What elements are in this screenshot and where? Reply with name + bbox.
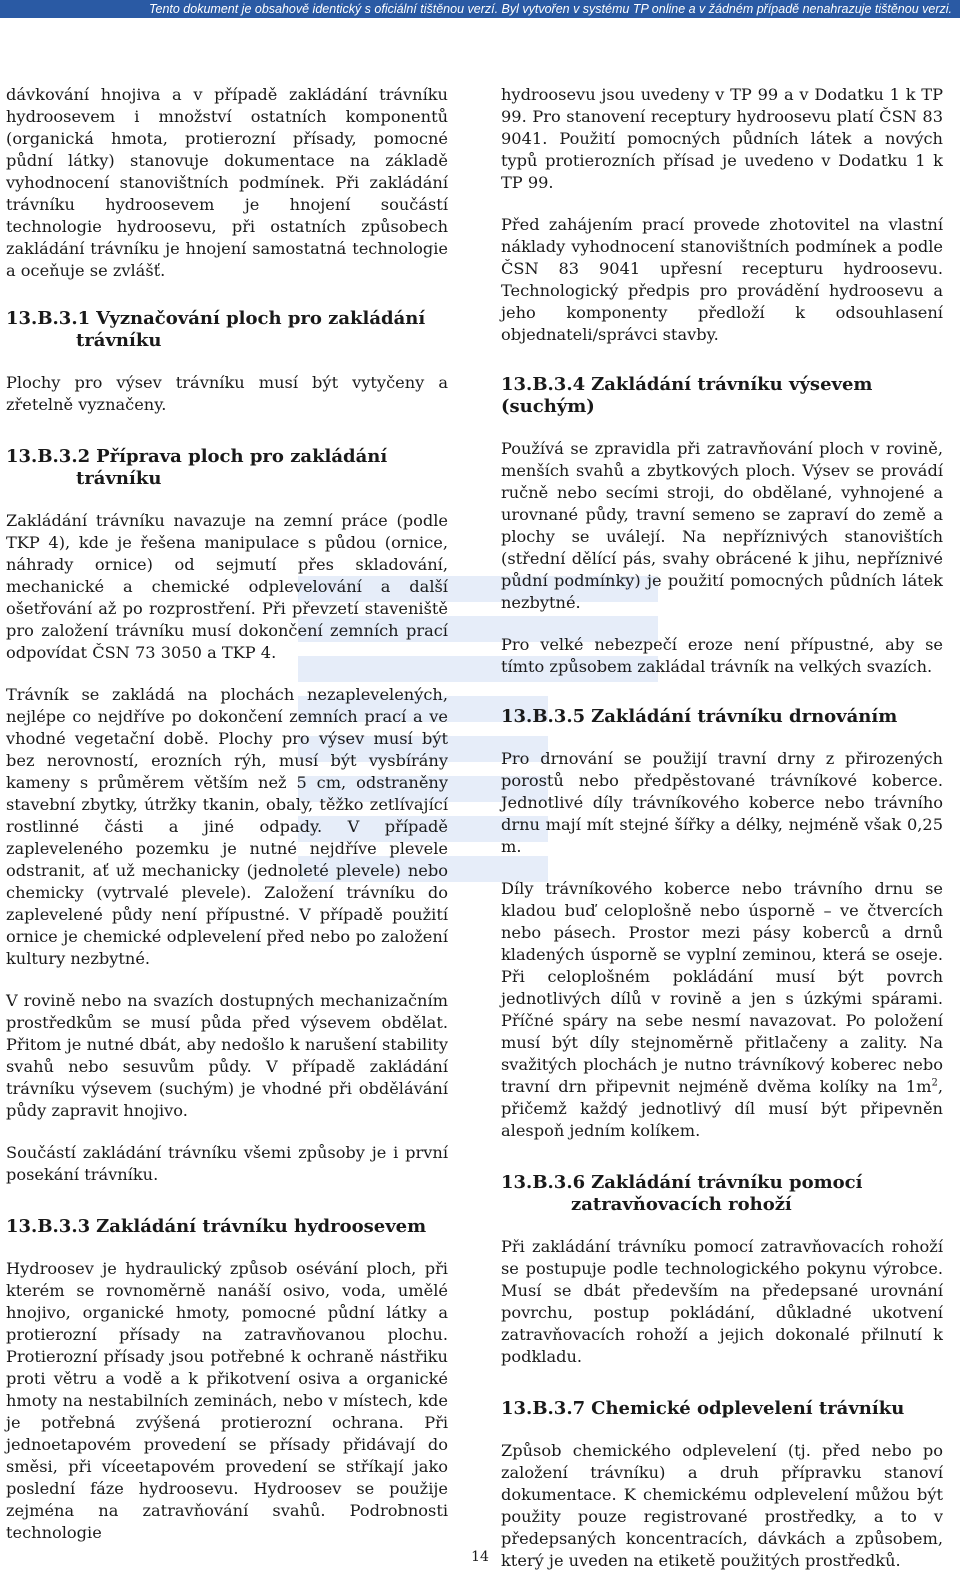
section-title: Zakládání trávníku hydroosevem (96, 1216, 427, 1237)
document-disclaimer-banner: Tento dokument je obsahově identický s oficiální tištěnou verzí. Byl vytvořen v systému TP online a v žádném případě nenahrazuje tištěnou verzi. (0, 0, 960, 18)
section-heading-13-b-3-6 (501, 1172, 943, 1216)
section-number: 13.B.3.3 (6, 1216, 91, 1237)
section-title: Vyznačování ploch pro zakládání (96, 308, 426, 329)
paragraph: hydroosevu jsou uvedeny v TP 99 a v Dodatku 1 k TP 99. Pro stanovení receptury hydroosevu platí ČSN 83 9041. Použití pomocných půdních látek a nových typů protierozních přísad je uvedeno v Dodatku 1 k TP 99. (501, 85, 943, 192)
paragraph: Způsob chemického odplevelení (tj. před nebo po založení trávníku) a druh přípravku stanoví dokumentace. K chemickému odplevelení můžou být použity pouze registrované prostředky, a to v předepsaných koncentracích, dávkách a způsobem, který je uveden na etiketě použitých prostředků. (501, 1441, 943, 1570)
section-title: Zakládání trávníku výsevem (suchým) (501, 374, 873, 417)
section-heading-13-b-3-7 (501, 1398, 943, 1420)
paragraph: Zakládání trávníku navazuje na zemní práce (podle TKP 4), kde je řešena manipulace s půdou (ornice, náhrady ornice) od sejmutí přes skladování, mechanické a chemické odplevelování a další ošetřování až po rozprostření. Při převzetí staveniště pro založení trávníku musí dokončení zemních prací odpovídat ČSN 73 3050 a TKP 4. (6, 511, 448, 662)
section-heading-13-b-3-2 (6, 446, 448, 490)
paragraph-text: Díly trávníkového koberce nebo trávního drnu se kladou buď celoplošně nebo úsporně – ve čtvercích nebo pásech. Prostor mezi pásy koberců a drnů kladených úsporně se vyplní zeminou, která se oseje. Při celoplošném pokládání musí být povrch jednotlivých dílů v rovině a jen s úzkými spárami. Příčné spáry na sebe nesmí navazovat. Po položení musí být díly stejnoměrně přitlačeny a zality. Na svažitých plochách je nutno trávníkový koberec nebo travní drn připevnit nejméně dvěma kolíky na 1m (501, 879, 943, 1096)
section-heading-13-b-3-5 (501, 706, 943, 728)
section-title-cont: trávníku (76, 468, 162, 489)
section-number: 13.B.3.2 (6, 446, 91, 467)
section-number: 13.B.3.7 (501, 1398, 586, 1419)
section-heading-13-b-3-3 (6, 1216, 448, 1238)
paragraph (501, 878, 943, 1142)
page-number: 14 (471, 1549, 489, 1565)
right-column (501, 84, 943, 1592)
paragraph: Trávník se zakládá na plochách nezaplevelených, nejlépe co nejdříve po dokončení zemních prací a ve vhodné vegetační době. Plochy pro výsev musí být bez nerovností, erozních rýh, musí být vysbírány kameny s průměrem větším než 5 cm, odstraněny stavební zbytky, útržky tkanin, obaly, těžko zetlívající rostlinné části a jiné odpady. V případě zapleveleného pozemku je nutné nejdříve plevele odstranit, ať už mechanicky (jednoleté plevele) nebo chemicky (vytrvalé plevele). Založení trávníku do zaplevelené půdy není přípustné. V případě použití ornice je chemické odplevelení před nebo po založení kultury nezbytné. (6, 685, 448, 968)
section-number: 13.B.3.5 (501, 706, 586, 727)
paragraph: V rovině nebo na svazích dostupných mechanizačním prostředkům se musí půda před výsevem obdělat. Přitom je nutné dbát, aby nedošlo k narušení stability svahů nebo sesuvům půdy. V případě zakládání trávníku výsevem (suchým) je vhodné při obdělávání půdy zapravit hnojivo. (6, 991, 448, 1120)
section-title: Zakládání trávníku drnováním (591, 706, 898, 727)
section-number: 13.B.3.1 (6, 308, 91, 329)
paragraph: Pro velké nebezpečí eroze není přípustné, aby se tímto způsobem zakládal trávník na velkých svazích. (501, 635, 943, 676)
paragraph: Před zahájením prací provede zhotovitel na vlastní náklady vyhodnocení stanovištních podmínek a podle ČSN 83 9041 upřesní recepturu hydroosevu. Technologický předpis pro provádění hydroosevu a jeho komponenty předloží k odsouhlasení objednateli/správci stavby. (501, 215, 943, 344)
section-title: Chemické odplevelení trávníku (591, 1398, 905, 1419)
paragraph: Při zakládání trávníku pomocí zatravňovacích rohoží se postupuje podle technologického pokynu výrobce. Musí se dbát především na předepsané urovnání povrchu, postup pokládání, důkladné ukotvení zatravňovacích rohoží a jejich dokonalé přilnutí k podkladu. (501, 1237, 943, 1366)
section-heading-13-b-3-4 (501, 374, 943, 418)
paragraph: Plochy pro výsev trávníku musí být vytyčeny a zřetelně vyznačeny. (6, 373, 448, 414)
section-title-cont: trávníku (76, 330, 162, 351)
section-title-cont: zatravňovacích rohoží (571, 1194, 792, 1215)
section-title: Příprava ploch pro zakládání (96, 446, 388, 467)
paragraph: dávkování hnojiva a v případě zakládání trávníku hydroosevem i množství ostatních komponentů (organická hmota, protierozní přísady, pomocné půdní látky) stanovuje dokumentace na základě vyhodnocení stanovištních podmínek. Při zakládání trávníku hydroosevem je hnojení součástí technologie hydroosevu, při ostatních způsobech zakládání trávníku je hnojení samostatná technologie a oceňuje se zvlášť. (6, 85, 448, 280)
superscript: 2 (931, 1077, 938, 1089)
section-title: Zakládání trávníku pomocí (591, 1172, 863, 1193)
section-heading-13-b-3-1 (6, 308, 448, 352)
paragraph-text: , přičemž každý jednotlivý díl musí být připevněn alespoň jedním kolíkem. (501, 1077, 943, 1140)
paragraph: Pro drnování se použijí travní drny z přirozených porostů nebo předpěstované trávníkové koberce. Jednotlivé díly trávníkového koberce nebo trávního drnu mají mít stejné šířky a délky, nejméně však 0,25 m. (501, 749, 943, 856)
section-number: 13.B.3.4 (501, 374, 586, 395)
left-column (6, 84, 448, 1564)
paragraph: Součástí zakládání trávníku všemi způsoby je i první posekání trávníku. (6, 1143, 448, 1184)
paragraph: Používá se zpravidla při zatravňování ploch v rovině, menších svahů a zbytkových ploch. Výsev se provádí ručně nebo secími stroji, do obdělané, vyhnojené a urovnané půdy, travní semeno se zapraví do země a plochy se uválejí. Na nepříznivých stanovištích (střední dělící pás, svahy obrácené k jihu, nepříznivé půdní podmínky) je použití pomocných půdních látek nezbytné. (501, 439, 943, 612)
paragraph: Hydroosev je hydraulický způsob osévání ploch, při kterém se rovnoměrně nanáší osivo, voda, umělé hnojivo, organické hmoty, pomocné půdní látky a protierozní přísady na zatravňovanou plochu. Protierozní přísady jsou potřebné k ochraně nástřiku proti větru a vodě a k přikotvení osiva a organické hmoty na nestabilních zeminách, nebo v místech, kde je potřebná zvýšená protierozní ochrana. Při jednoetapovém provedení se přísady přidávají do směsi, při víceetapovém provedení se stříkají jako poslední fáze hydroosevu. Hydroosev se použije zejména na zatravňování svahů. Podrobnosti technologie (6, 1259, 448, 1542)
section-number: 13.B.3.6 (501, 1172, 586, 1193)
